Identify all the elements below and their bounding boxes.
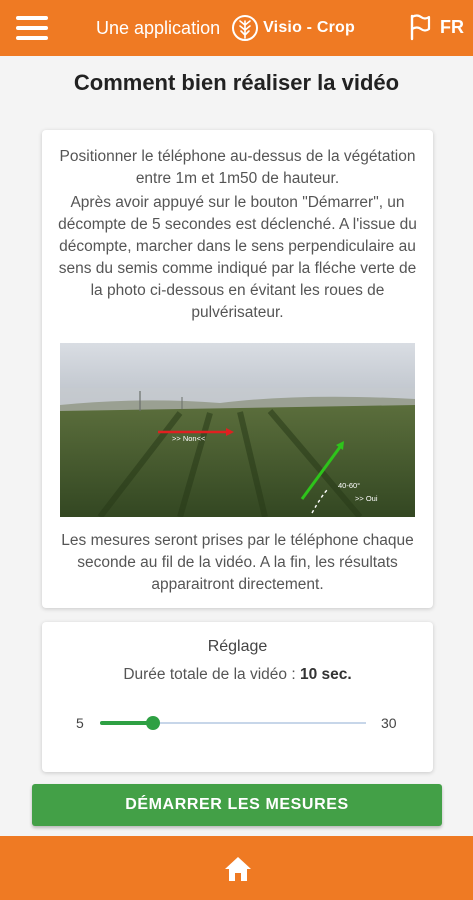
page-title: Comment bien réaliser la vidéo [73, 70, 400, 95]
bottom-nav-bar [0, 836, 473, 900]
slider-thumb[interactable] [146, 716, 160, 730]
duration-value: 10 sec. [299, 666, 352, 683]
hamburger-menu-icon[interactable] [16, 16, 48, 40]
duration-slider[interactable] [100, 722, 366, 724]
language-code[interactable]: FR [440, 17, 464, 37]
instructions-card [42, 130, 433, 608]
logo-text: Visio - Crop [263, 19, 355, 36]
top-app-bar [0, 0, 473, 56]
photo-label-right: >> Oui [355, 494, 378, 503]
instruction-results: Les mesures seront prises par le téléphone chaque seconde au fil de la vidéo. A la fin, les résultats apparaitront directement. [61, 532, 414, 593]
instruction-walk: Après avoir appuyé sur le bouton "Démarrer", un décompte de 5 secondes est déclenché. A l'issue du décompte, marcher dans le sens perpendiculaire au sens du semis comme indiqué par la fléche verte de la photo ci-dessous en évitant les roues de pulvérisateur. [58, 194, 417, 321]
home-icon[interactable] [224, 856, 252, 882]
duration-text [42, 666, 433, 684]
flag-icon[interactable] [408, 13, 432, 41]
settings-card [42, 622, 433, 772]
instruction-position: Positionner le téléphone au-dessus de la végétation entre 1m et 1m50 de hauteur. [59, 148, 416, 187]
wheat-leaf-icon [230, 13, 260, 43]
duration-label: Durée totale de la vidéo : [123, 666, 300, 683]
app-prefix-text: Une application [96, 17, 221, 38]
slider-min-label: 5 [76, 715, 84, 731]
slider-max-label: 30 [381, 715, 397, 731]
brand [96, 10, 355, 46]
settings-title: Réglage [207, 638, 268, 655]
visio-crop-logo [230, 13, 355, 43]
start-measurements-button[interactable]: DÉMARRER LES MESURES [32, 784, 442, 826]
photo-label-angle: 40-60° [338, 481, 361, 490]
field-example-photo [60, 343, 415, 517]
photo-label-wrong: >> Non<< [172, 434, 206, 443]
